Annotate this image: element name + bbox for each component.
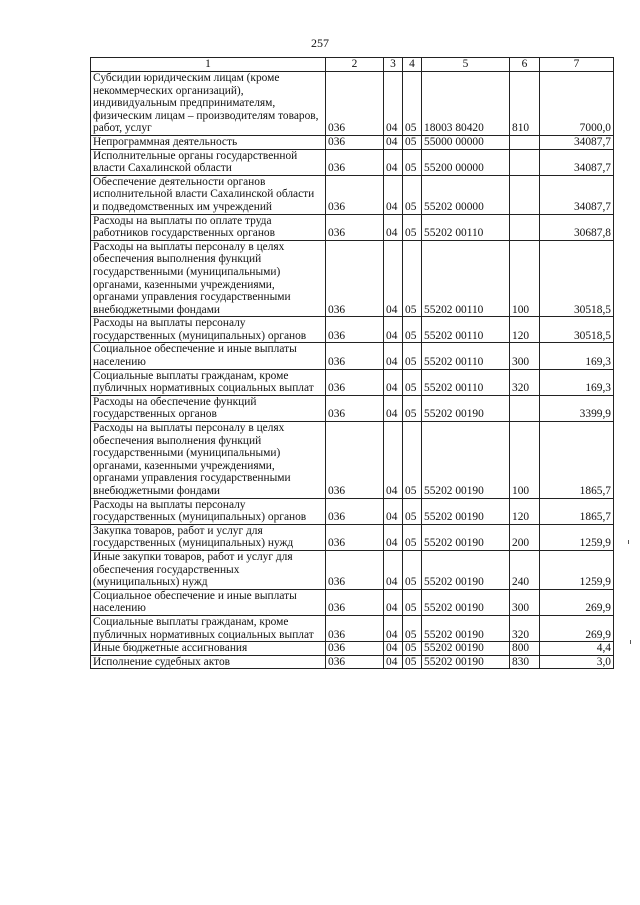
row-expense-type: 120 xyxy=(510,317,540,343)
row-target-article: 55000 00000 xyxy=(422,135,510,149)
row-target-article: 55202 00190 xyxy=(422,498,510,524)
row-name: Обеспечение деятельности органов исполнительной власти Сахалинской области и подведомственных им учреждений xyxy=(91,175,326,214)
row-target-article: 55202 00110 xyxy=(422,343,510,369)
row-ministry-code: 036 xyxy=(326,369,384,395)
row-amount: 30518,5 xyxy=(540,240,614,317)
row-name: Социальное обеспечение и иные выплаты населению xyxy=(91,343,326,369)
row-expense-type: 300 xyxy=(510,343,540,369)
row-ministry-code: 036 xyxy=(326,395,384,421)
row-subsection: 05 xyxy=(403,317,422,343)
table-row xyxy=(91,498,614,524)
table-row xyxy=(91,343,614,369)
row-target-article: 55202 00190 xyxy=(422,550,510,589)
row-expense-type xyxy=(510,175,540,214)
table-row xyxy=(91,369,614,395)
row-subsection: 05 xyxy=(403,72,422,136)
row-subsection: 05 xyxy=(403,655,422,669)
row-expense-type xyxy=(510,214,540,240)
row-expense-type: 800 xyxy=(510,642,540,656)
row-amount: 169,3 xyxy=(540,343,614,369)
row-amount: 34087,7 xyxy=(540,175,614,214)
row-target-article: 55202 00190 xyxy=(422,642,510,656)
row-section: 04 xyxy=(384,369,403,395)
row-ministry-code: 036 xyxy=(326,642,384,656)
row-expense-type: 240 xyxy=(510,550,540,589)
table-row xyxy=(91,524,614,550)
row-target-article: 55202 00000 xyxy=(422,175,510,214)
row-subsection: 05 xyxy=(403,214,422,240)
row-subsection: 05 xyxy=(403,642,422,656)
row-subsection: 05 xyxy=(403,175,422,214)
row-target-article: 55202 00190 xyxy=(422,395,510,421)
row-section: 04 xyxy=(384,655,403,669)
row-subsection: 05 xyxy=(403,589,422,615)
row-name: Расходы на выплаты персоналу государственных (муниципальных) органов xyxy=(91,498,326,524)
row-expense-type: 100 xyxy=(510,422,540,499)
row-amount: 269,9 xyxy=(540,589,614,615)
row-name: Расходы на выплаты по оплате труда работников государственных органов xyxy=(91,214,326,240)
row-ministry-code: 036 xyxy=(326,524,384,550)
row-ministry-code: 036 xyxy=(326,589,384,615)
row-ministry-code: 036 xyxy=(326,422,384,499)
header-row xyxy=(91,58,614,72)
row-amount: 169,3 xyxy=(540,369,614,395)
row-target-article: 18003 80420 xyxy=(422,72,510,136)
row-amount: 269,9 xyxy=(540,615,614,641)
row-expense-type xyxy=(510,135,540,149)
row-amount: 1259,9 xyxy=(540,550,614,589)
row-ministry-code: 036 xyxy=(326,550,384,589)
row-target-article: 55202 00190 xyxy=(422,655,510,669)
row-ministry-code: 036 xyxy=(326,317,384,343)
table-row xyxy=(91,550,614,589)
row-subsection: 05 xyxy=(403,615,422,641)
row-amount: 30518,5 xyxy=(540,317,614,343)
table-row xyxy=(91,135,614,149)
row-target-article: 55202 00190 xyxy=(422,422,510,499)
table-row xyxy=(91,240,614,317)
table-row xyxy=(91,214,614,240)
row-amount: 1259,9 xyxy=(540,524,614,550)
row-expense-type: 200 xyxy=(510,524,540,550)
row-section: 04 xyxy=(384,135,403,149)
row-expense-type: 830 xyxy=(510,655,540,669)
row-target-article: 55202 00190 xyxy=(422,615,510,641)
row-subsection: 05 xyxy=(403,498,422,524)
row-amount: 1865,7 xyxy=(540,498,614,524)
row-target-article: 55202 00190 xyxy=(422,524,510,550)
table-row xyxy=(91,655,614,669)
table-row xyxy=(91,642,614,656)
row-name: Закупка товаров, работ и услуг для государственных (муниципальных) нужд xyxy=(91,524,326,550)
row-target-article: 55202 00110 xyxy=(422,369,510,395)
row-subsection: 05 xyxy=(403,149,422,175)
row-ministry-code: 036 xyxy=(326,135,384,149)
table-row xyxy=(91,395,614,421)
row-subsection: 05 xyxy=(403,343,422,369)
row-section: 04 xyxy=(384,149,403,175)
row-subsection: 05 xyxy=(403,395,422,421)
row-name: Непрограммная деятельность xyxy=(91,135,326,149)
row-name: Расходы на выплаты персоналу государственных (муниципальных) органов xyxy=(91,317,326,343)
row-ministry-code: 036 xyxy=(326,498,384,524)
row-expense-type: 320 xyxy=(510,369,540,395)
row-section: 04 xyxy=(384,498,403,524)
budget-table xyxy=(90,57,614,669)
scan-mark xyxy=(628,540,629,544)
row-name: Расходы на выплаты персоналу в целях обеспечения выполнения функций государственными (муниципальными) органами, казенными учреждениями, органами управления государственными внебюджетными фондами xyxy=(91,422,326,499)
row-expense-type xyxy=(510,395,540,421)
row-section: 04 xyxy=(384,175,403,214)
row-section: 04 xyxy=(384,72,403,136)
table-row xyxy=(91,615,614,641)
row-section: 04 xyxy=(384,550,403,589)
table-row xyxy=(91,317,614,343)
row-amount: 34087,7 xyxy=(540,149,614,175)
row-amount: 1865,7 xyxy=(540,422,614,499)
header-col-5: 5 xyxy=(422,58,510,72)
row-name: Социальное обеспечение и иные выплаты населению xyxy=(91,589,326,615)
row-target-article: 55202 00110 xyxy=(422,240,510,317)
row-amount: 4,4 xyxy=(540,642,614,656)
row-expense-type: 300 xyxy=(510,589,540,615)
header-col-4: 4 xyxy=(403,58,422,72)
header-col-7: 7 xyxy=(540,58,614,72)
row-amount: 7000,0 xyxy=(540,72,614,136)
row-name: Расходы на обеспечение функций государственных органов xyxy=(91,395,326,421)
row-amount: 34087,7 xyxy=(540,135,614,149)
row-ministry-code: 036 xyxy=(326,655,384,669)
row-subsection: 05 xyxy=(403,369,422,395)
row-name: Социальные выплаты гражданам, кроме публичных нормативных социальных выплат xyxy=(91,369,326,395)
row-expense-type xyxy=(510,149,540,175)
row-section: 04 xyxy=(384,343,403,369)
row-name: Иные бюджетные ассигнования xyxy=(91,642,326,656)
row-ministry-code: 036 xyxy=(326,214,384,240)
row-name: Социальные выплаты гражданам, кроме публичных нормативных социальных выплат xyxy=(91,615,326,641)
table-row xyxy=(91,72,614,136)
row-amount: 30687,8 xyxy=(540,214,614,240)
header-col-3: 3 xyxy=(384,58,403,72)
row-target-article: 55202 00110 xyxy=(422,214,510,240)
row-section: 04 xyxy=(384,317,403,343)
row-ministry-code: 036 xyxy=(326,240,384,317)
row-amount: 3399,9 xyxy=(540,395,614,421)
row-ministry-code: 036 xyxy=(326,343,384,369)
row-expense-type: 810 xyxy=(510,72,540,136)
row-ministry-code: 036 xyxy=(326,149,384,175)
row-name: Исполнительные органы государственной власти Сахалинской области xyxy=(91,149,326,175)
table-row xyxy=(91,149,614,175)
table-row xyxy=(91,422,614,499)
row-subsection: 05 xyxy=(403,135,422,149)
row-target-article: 55202 00110 xyxy=(422,317,510,343)
row-section: 04 xyxy=(384,214,403,240)
row-ministry-code: 036 xyxy=(326,175,384,214)
page-number: 257 xyxy=(311,36,329,50)
row-name: Иные закупки товаров, работ и услуг для обеспечения государственных (муниципальных) нужд xyxy=(91,550,326,589)
row-expense-type: 320 xyxy=(510,615,540,641)
row-target-article: 55200 00000 xyxy=(422,149,510,175)
row-name: Расходы на выплаты персоналу в целях обеспечения выполнения функций государственными (муниципальными) органами, казенными учреждениями, органами управления государственными внебюджетными фондами xyxy=(91,240,326,317)
row-amount: 3,0 xyxy=(540,655,614,669)
row-subsection: 05 xyxy=(403,240,422,317)
row-subsection: 05 xyxy=(403,550,422,589)
row-section: 04 xyxy=(384,524,403,550)
row-subsection: 05 xyxy=(403,422,422,499)
row-section: 04 xyxy=(384,395,403,421)
table-row xyxy=(91,175,614,214)
table-row xyxy=(91,589,614,615)
row-section: 04 xyxy=(384,240,403,317)
row-section: 04 xyxy=(384,642,403,656)
row-section: 04 xyxy=(384,589,403,615)
header-col-2: 2 xyxy=(326,58,384,72)
row-section: 04 xyxy=(384,615,403,641)
row-target-article: 55202 00190 xyxy=(422,589,510,615)
row-ministry-code: 036 xyxy=(326,615,384,641)
header-col-6: 6 xyxy=(510,58,540,72)
row-ministry-code: 036 xyxy=(326,72,384,136)
row-expense-type: 120 xyxy=(510,498,540,524)
row-expense-type: 100 xyxy=(510,240,540,317)
row-section: 04 xyxy=(384,422,403,499)
row-name: Исполнение судебных актов xyxy=(91,655,326,669)
scan-mark xyxy=(630,640,631,644)
row-name: Субсидии юридическим лицам (кроме некоммерческих организаций), индивидуальным предпринимателям, физическим лицам – производителям товаров, работ, услуг xyxy=(91,72,326,136)
header-col-1: 1 xyxy=(91,58,326,72)
row-subsection: 05 xyxy=(403,524,422,550)
